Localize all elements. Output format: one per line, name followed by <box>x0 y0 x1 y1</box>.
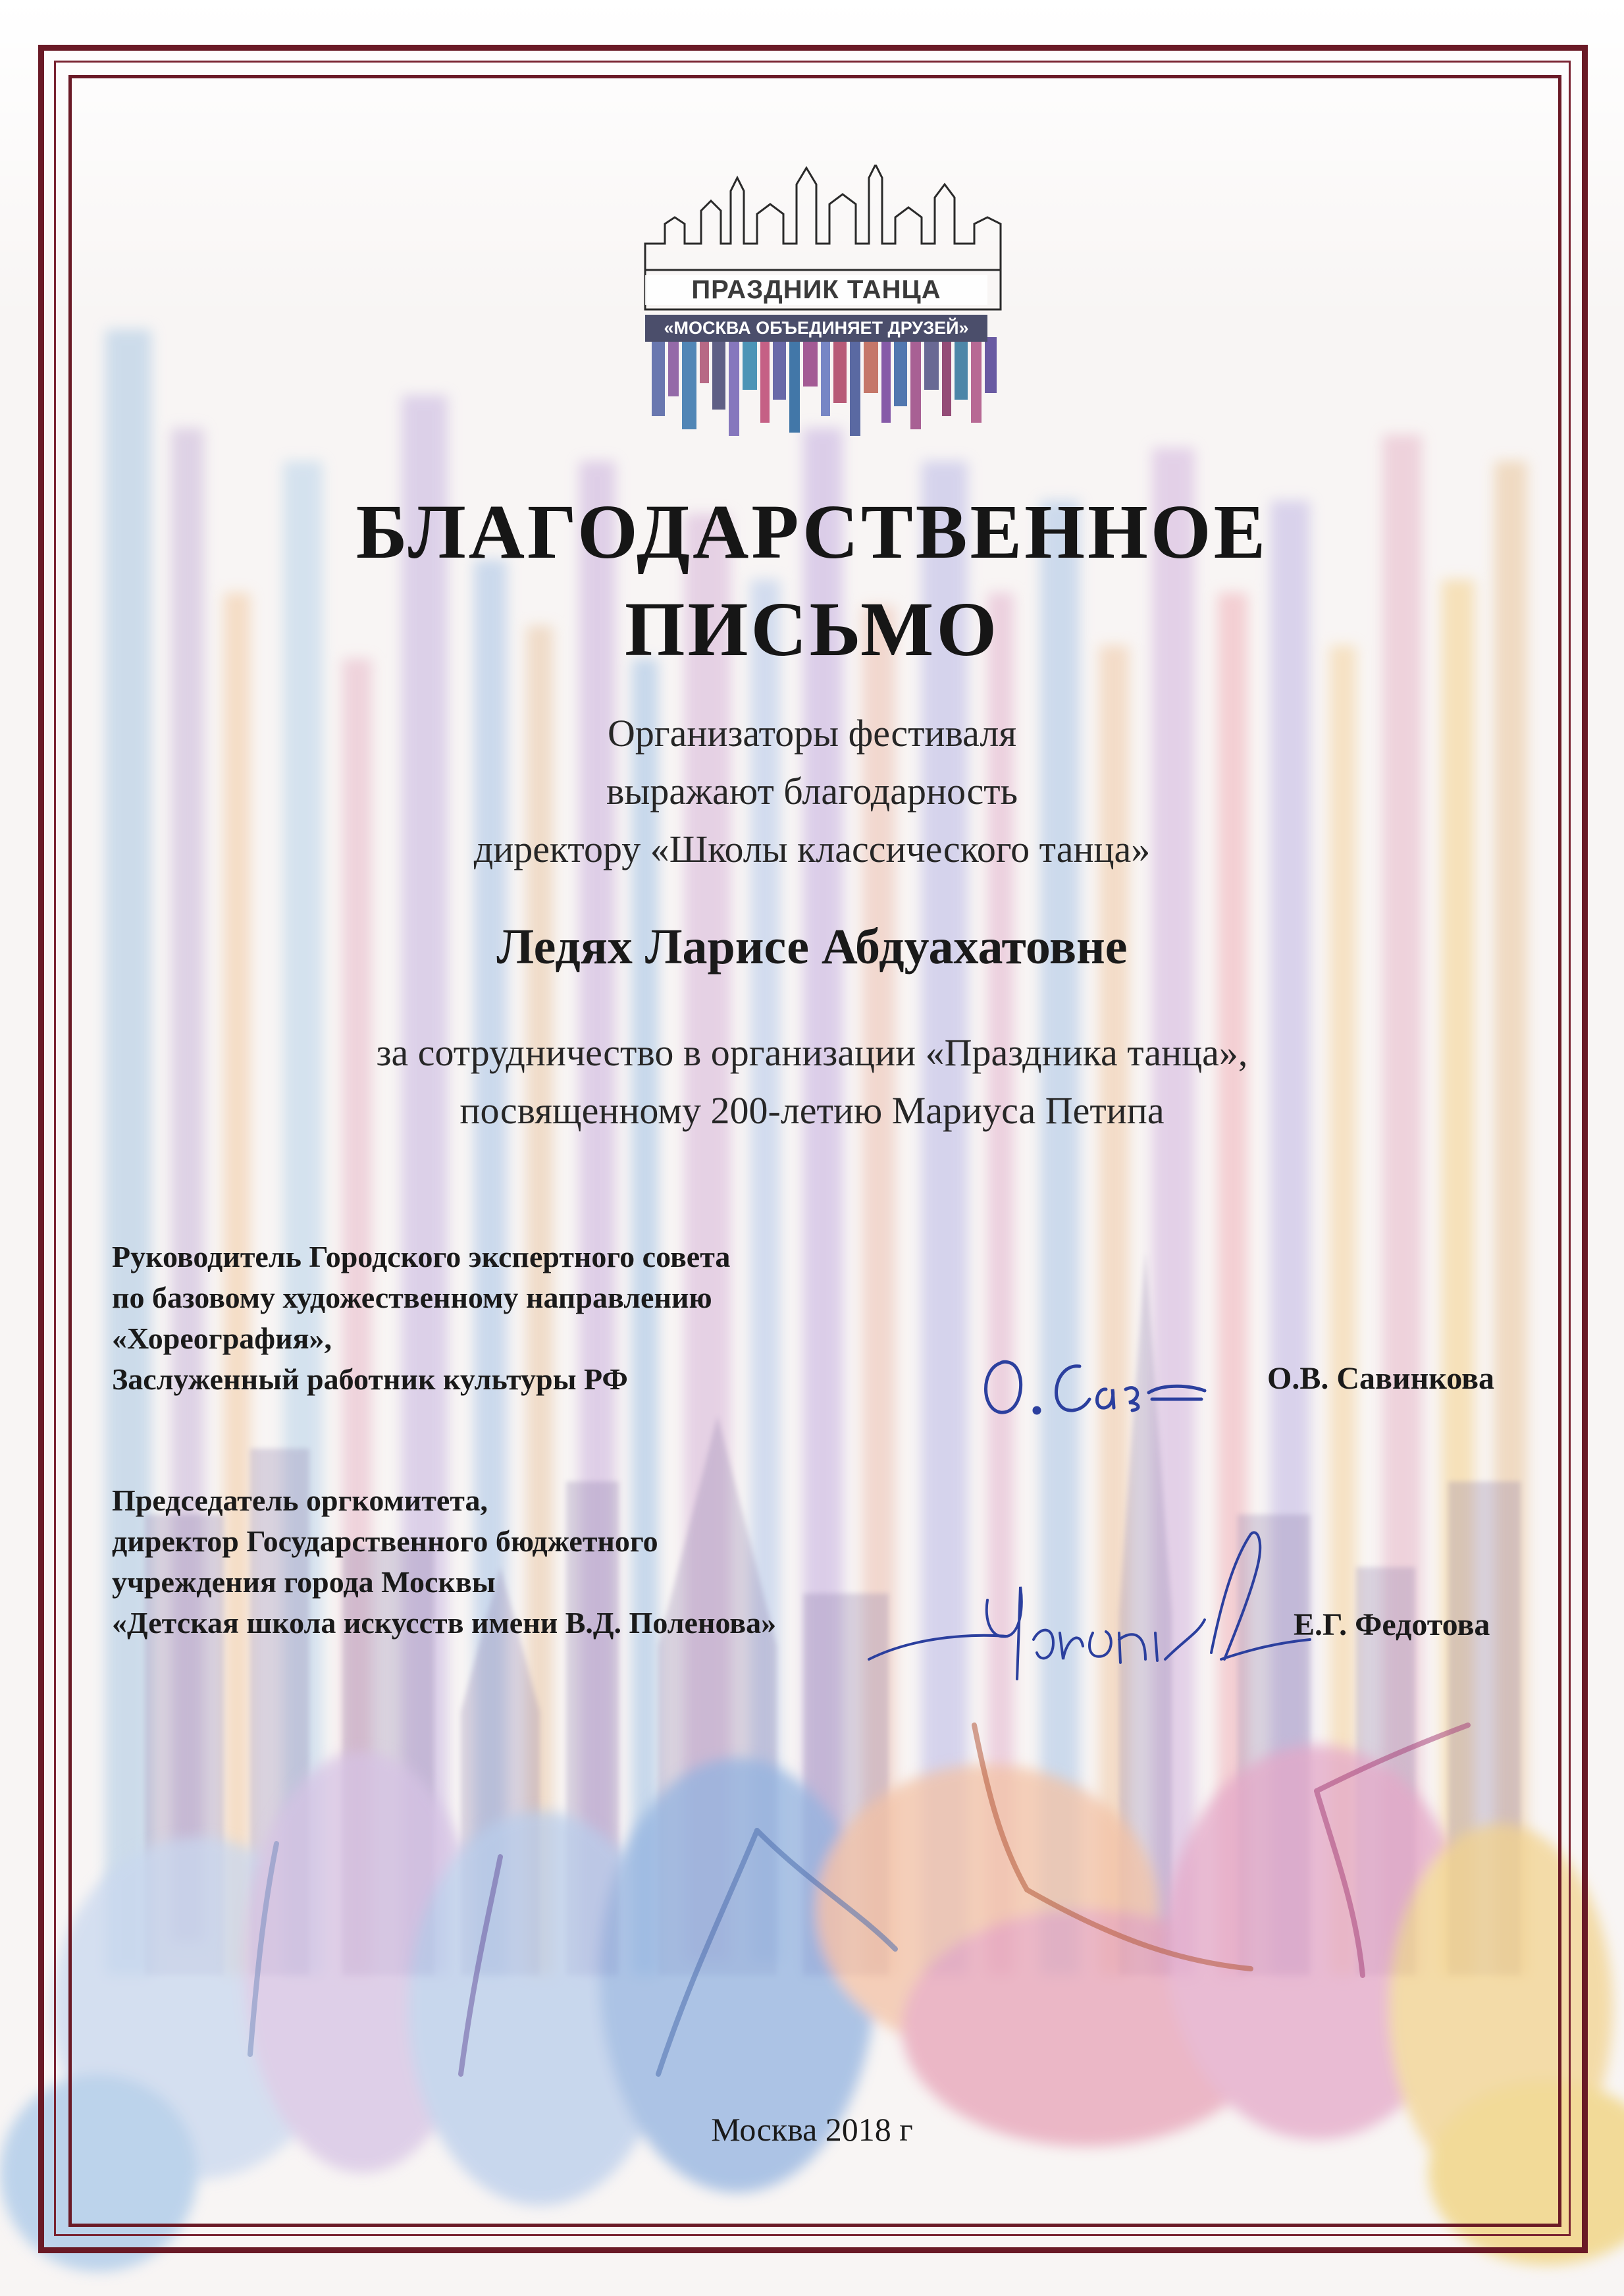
signatory-position-line: учреждения города Москвы <box>112 1565 496 1599</box>
signatory-position-block <box>112 1480 776 1643</box>
signatory-position-line: Заслуженный работник культуры РФ <box>112 1362 628 1396</box>
document-title-line-1: БЛАГОДАРСТВЕННОЕ <box>355 489 1269 575</box>
intro-line: выражают благодарность <box>606 770 1018 813</box>
signatory-position-line: Председатель оргкомитета, <box>112 1483 488 1517</box>
reason-line: посвященному 200-летию Мариуса Петипа <box>459 1089 1165 1132</box>
signatory-position-line: по базовому художественному направлению <box>112 1281 712 1314</box>
signatory-name: О.В. Савинкова <box>1267 1361 1494 1396</box>
signatory-name: Е.Г. Федотова <box>1294 1607 1490 1642</box>
signatory-position-block <box>112 1237 730 1400</box>
festival-logo <box>639 165 1007 441</box>
signatory-position-line: директор Государственного бюджетного <box>112 1524 658 1558</box>
intro-line: директору «Школы классического танца» <box>473 828 1151 870</box>
logo-subtitle: «МОСКВА ОБЪЕДИНЯЕТ ДРУЗЕЙ» <box>645 315 987 342</box>
intro-line: Организаторы фестиваля <box>607 712 1017 755</box>
signatory-position-line: Руководитель Городского экспертного совета <box>112 1240 731 1273</box>
recipient-name: Ледях Ларисе Абдуахатовне <box>496 919 1128 974</box>
document-title-line-2: ПИСЬМО <box>624 586 1000 672</box>
logo-title: ПРАЗДНИК ТАНЦА <box>645 275 987 305</box>
signatory-position-line: «Детская школа искусств имени В.Д. Поленова» <box>112 1606 777 1640</box>
reason-line: за сотрудничество в организации «Праздника танца», <box>376 1031 1248 1074</box>
place-and-date: Москва 2018 г <box>711 2111 913 2148</box>
signatory-position-line: «Хореография», <box>112 1322 332 1355</box>
